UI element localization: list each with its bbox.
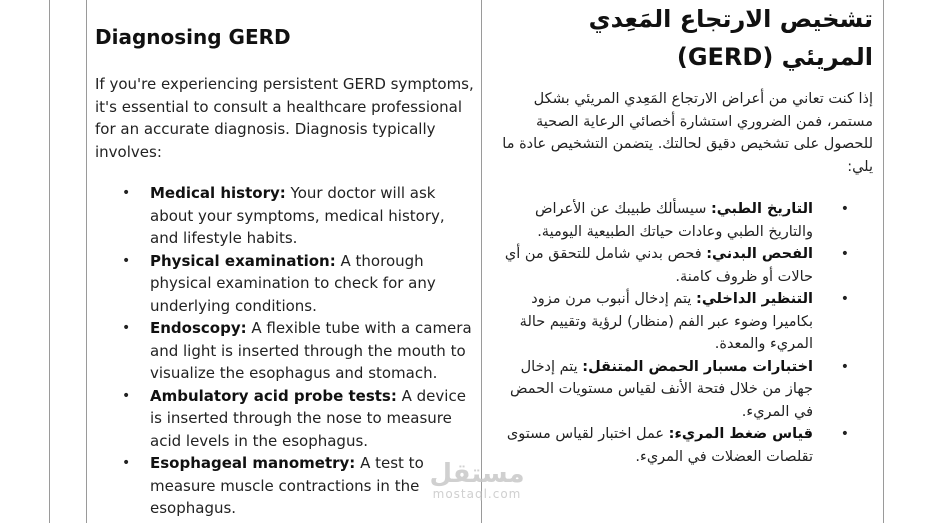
arabic-diagnosis-list	[493, 198, 873, 468]
bullet-icon: •	[840, 426, 849, 442]
list-item: • Endoscopy: A flexible tube with a camera and light is inserted through the mouth to visualize the esophagus and stomach.	[122, 319, 472, 382]
bullet-icon: •	[122, 320, 131, 336]
list-item: • Ambulatory acid probe tests: A device is inserted through the nose to measure acid levels in the esophagus.	[122, 386, 466, 450]
list-item: • Esophageal manometry: A test to measure muscle contractions in the esophagus.	[122, 454, 424, 517]
watermark-logo-text: مستقل	[429, 459, 525, 489]
bullet-icon: •	[840, 246, 849, 262]
bullet-icon: •	[122, 185, 131, 201]
table-left-border	[49, 0, 50, 523]
arabic-column	[493, 0, 873, 468]
list-item: • قياس ضغط المريء: عمل اختبار لقياس مستوى تقلصات العضلات في المريء.	[493, 423, 873, 468]
table-column-divider-middle	[481, 0, 482, 523]
table-column-divider-left	[86, 0, 87, 523]
english-column	[95, 0, 475, 520]
bullet-icon: •	[840, 201, 849, 217]
list-item: • اختبارات مسبار الحمض المتنقل: يتم إدخال جهاز من خلال فتحة الأنف لقياس مستويات الحمض في المريء.	[493, 356, 873, 424]
bullet-icon: •	[840, 291, 849, 307]
english-intro: If you're experiencing persistent GERD symptoms, it's essential to consult a healthcare professional for an accurate diagnosis. Diagnosis typically involves:	[95, 75, 474, 161]
bullet-icon: •	[122, 252, 131, 269]
table-right-border	[883, 0, 884, 523]
list-item: • Physical examination: A thorough physical examination to check for any underlying conditions.	[122, 251, 436, 315]
bullet-icon: •	[122, 387, 131, 404]
list-item: • الفحص البدني: فحص بدني شامل للتحقق من أي حالات أو ظروف كامنة.	[493, 243, 873, 288]
list-item: • التنظير الداخلي: يتم إدخال أنبوب مرن مزود بكاميرا وضوء عبر الفم (منظار) لرؤية وتقييم حالة المريء والمعدة.	[493, 288, 873, 356]
english-diagnosis-list	[95, 182, 475, 520]
arabic-intro: إذا كنت تعاني من أعراض الارتجاع المَعِدي المريئي بشكل مستمر، فمن الضروري استشارة أخصائي الرعاية الصحية للحصول على تشخيص دقيق لحالتك. يتضمن التشخيص عادة ما يلي:	[502, 91, 873, 175]
list-item: • التاريخ الطبي: سيسألك طبيبك عن الأعراض والتاريخ الطبي وعادات حياتك الطبيعية اليومية.	[493, 198, 873, 243]
list-item: • Medical history: Your doctor will ask about your symptoms, medical history, and lifestyle habits.	[122, 184, 445, 247]
arabic-title: تشخيص الارتجاع المَعِدي المريئي (GERD)	[588, 5, 873, 71]
english-title: Diagnosing GERD	[95, 25, 291, 49]
bullet-icon: •	[840, 358, 849, 375]
bullet-icon: •	[122, 455, 131, 471]
watermark-url: mostaql.com	[432, 487, 522, 501]
